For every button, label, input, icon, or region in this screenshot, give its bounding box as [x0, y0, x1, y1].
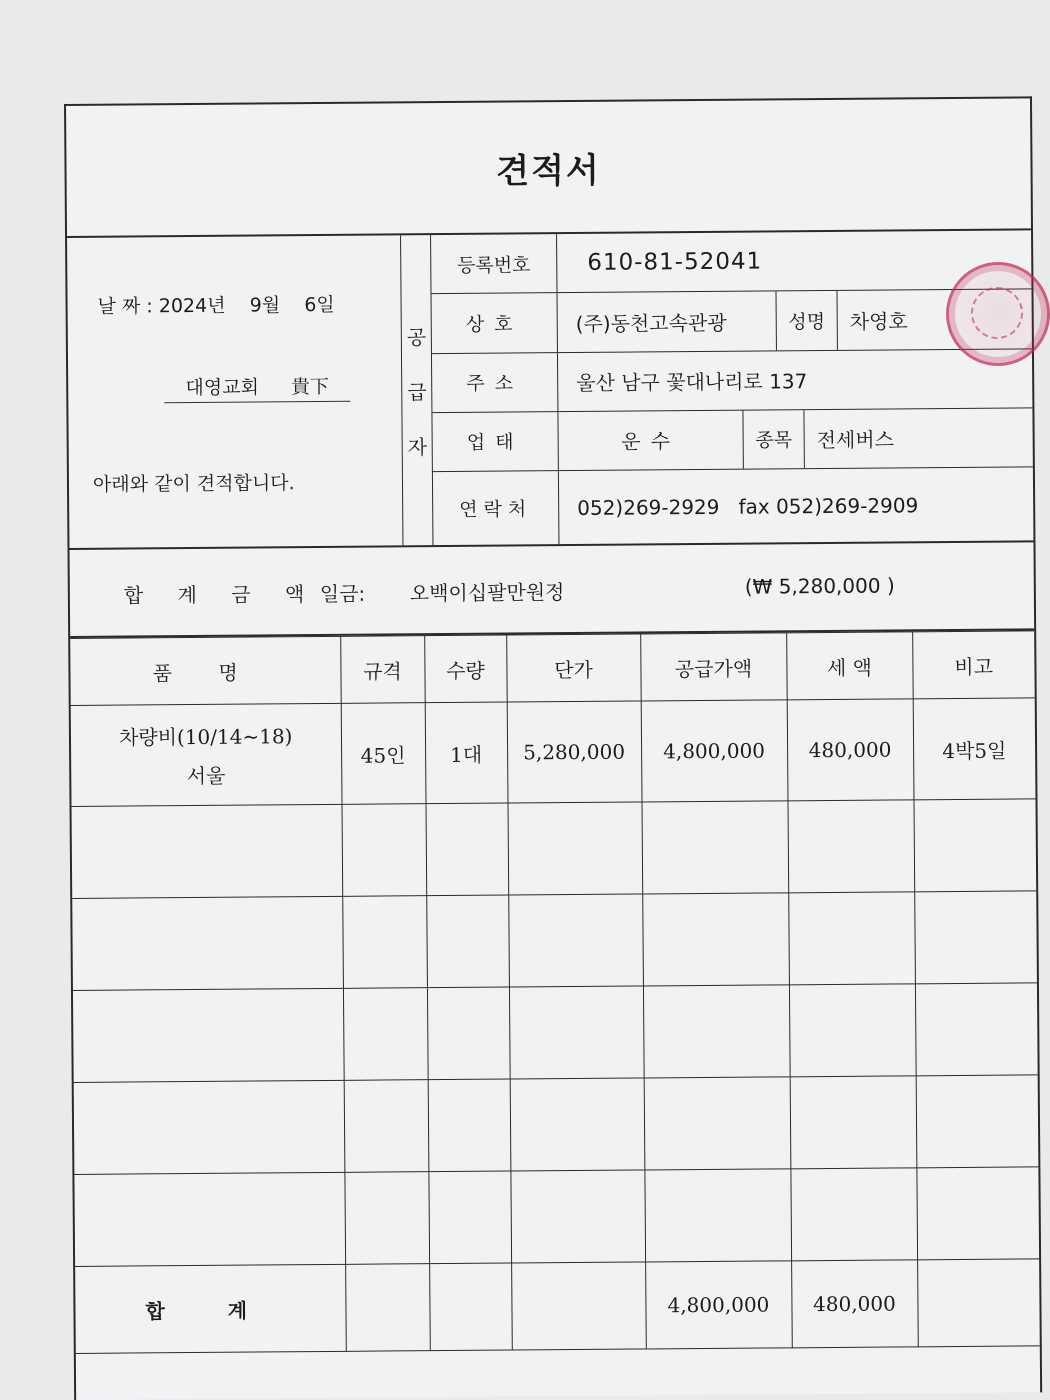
total-amount-figure: (₩ 5,280,000 )	[744, 573, 895, 599]
company-seal-icon	[946, 262, 1050, 366]
supplier-vertical-label	[401, 235, 433, 545]
business-label: 업태	[432, 412, 558, 471]
item-qty: 1대	[425, 702, 508, 804]
header-spec: 규격	[340, 636, 425, 704]
business-value: 운수	[621, 429, 681, 455]
item-note: 4박5일	[913, 698, 1036, 800]
item-tax: 480,000	[787, 699, 914, 801]
header-supply: 공급가액	[640, 633, 787, 701]
contact-row	[433, 468, 1034, 546]
total-amount-words: 오백이십팔만원정	[409, 580, 565, 606]
supplier-info	[431, 230, 1033, 545]
reg-no-value: 610-81-52041	[587, 248, 763, 277]
reg-no-label: 등록번호	[431, 234, 557, 293]
table-row	[72, 891, 1037, 991]
supplier-label-char: 급	[407, 379, 427, 404]
recipient-name: 대영교회	[185, 376, 259, 400]
recipient-honorific: 貴下	[290, 375, 330, 399]
item-spec: 45인	[341, 703, 426, 805]
business-type-value: 전세버스	[816, 427, 895, 453]
total-supply: 4,800,000	[645, 1261, 792, 1349]
company-row	[432, 290, 1032, 354]
item-name: 차량비(10/14~18)	[118, 724, 293, 750]
total-label: 합 계	[75, 1264, 346, 1353]
reg-no-row	[431, 230, 1031, 294]
company-label: 상호	[432, 293, 558, 352]
total-amount-prefix: 일금:	[319, 581, 366, 607]
supplier-label-char: 자	[407, 434, 428, 459]
date-line: 날 짜 : 2024년 9월 6일	[97, 293, 335, 318]
table-header-row	[70, 631, 1034, 706]
item-supply: 4,800,000	[641, 700, 788, 802]
total-row	[75, 1259, 1040, 1354]
address-row	[432, 349, 1032, 413]
items-table	[70, 630, 1040, 1354]
header-tax: 세 액	[786, 632, 913, 700]
total-amount-label: 합 계 금 액	[123, 582, 319, 608]
contact-label: 연락처	[433, 471, 560, 545]
table-row	[71, 698, 1036, 807]
table-row	[74, 1075, 1039, 1175]
item-name-cell	[71, 703, 342, 806]
total-amount-row	[70, 542, 1035, 638]
table-row	[74, 1167, 1039, 1267]
header-item: 품 명	[70, 636, 341, 705]
item-destination: 서울	[186, 763, 226, 789]
rep-name-value: 차영호	[849, 309, 908, 334]
table-row	[73, 983, 1038, 1083]
total-tax: 480,000	[791, 1260, 918, 1348]
header-note: 비고	[912, 631, 1035, 699]
header-section	[67, 230, 1033, 550]
document-title: 견적서	[66, 98, 1031, 238]
address-label: 주소	[432, 353, 558, 412]
rep-name-label: 성명	[775, 291, 837, 350]
company-value: (주)동천고속관광	[575, 310, 727, 336]
estimate-document	[64, 96, 1042, 1400]
estimate-statement: 아래와 같이 견적합니다.	[92, 472, 295, 496]
business-row	[432, 408, 1032, 472]
customer-info	[67, 235, 404, 548]
header-qty: 수량	[424, 635, 507, 703]
item-unit-price: 5,280,000	[507, 701, 642, 803]
address-value: 울산 남구 꽃대나리로 137	[576, 369, 808, 396]
header-unit-price: 단가	[506, 634, 641, 702]
table-row	[72, 799, 1037, 899]
business-type-label: 종목	[742, 410, 804, 469]
supplier-label-char: 공	[406, 324, 427, 349]
contact-value: 052)269-2929 fax 052)269-2909	[577, 492, 919, 520]
recipient	[164, 372, 350, 403]
